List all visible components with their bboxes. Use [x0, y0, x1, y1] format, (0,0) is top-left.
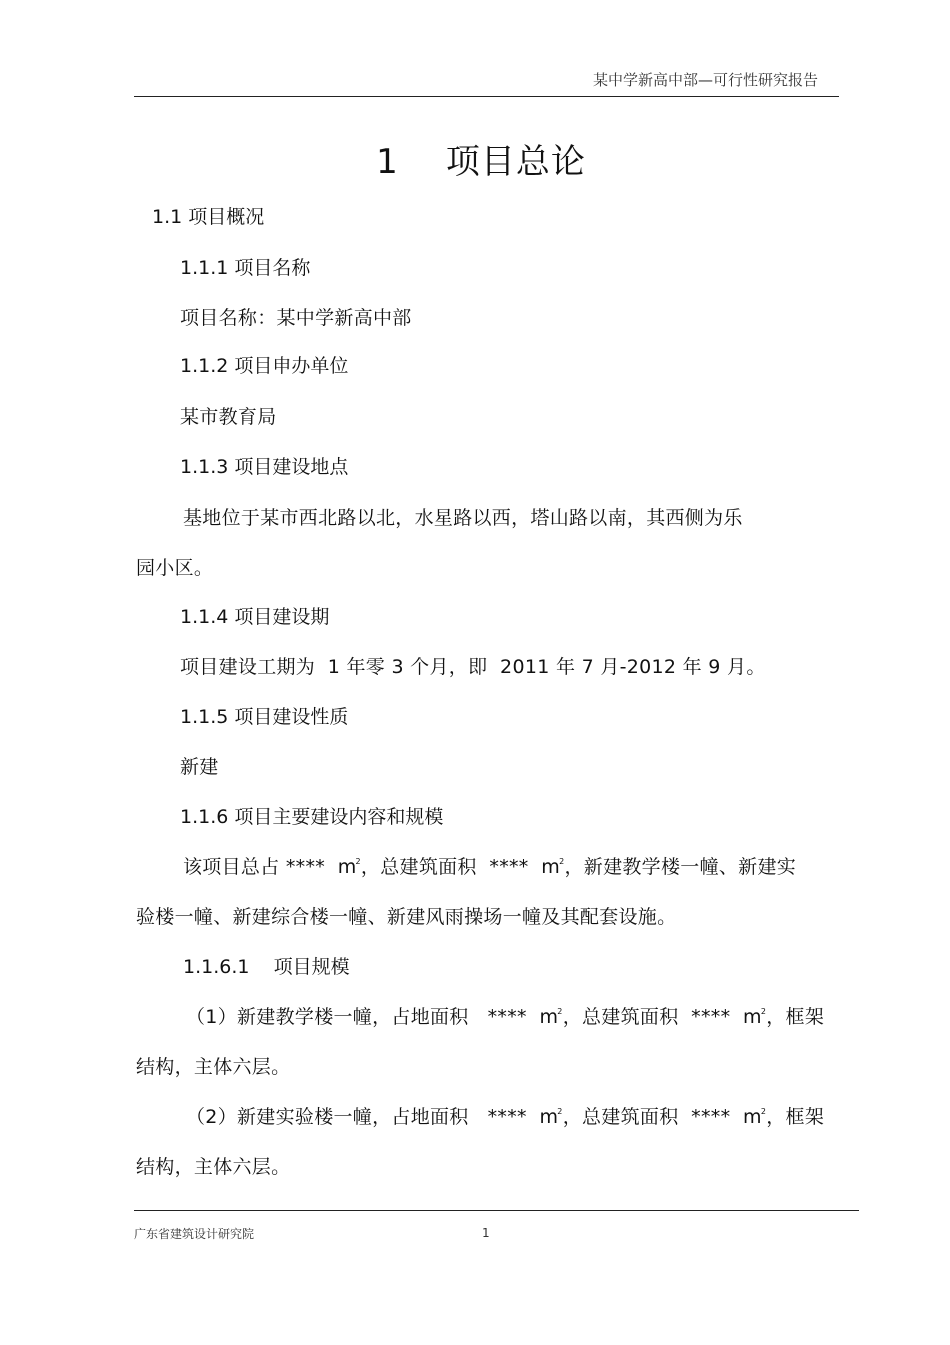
project-name-text: 项目名称：某中学新高中部	[180, 307, 412, 329]
scope-paragraph-line-2: 验楼一幢、新建综合楼一幢、新建风雨操场一幢及其配套设施。	[136, 906, 677, 928]
subsection-heading-1-1-6: 1.1.6 项目主要建设内容和规模	[180, 806, 444, 828]
scale-item-2-line-2: 结构，主体六层。	[136, 1156, 291, 1178]
site-location-line-2: 园小区。	[136, 557, 214, 579]
chapter-title: 1 项目总论	[376, 142, 586, 182]
scale-item-1-line-2: 结构，主体六层。	[136, 1056, 291, 1078]
scope-paragraph-line-1: 该项目总占 **** $m^2$，总建筑面积 **** $m^2$，新建教学楼一幢、新建实	[183, 856, 797, 878]
applicant-text: 某市教育局	[180, 406, 277, 428]
scale-item-1-line-1: （1）新建教学楼一幢，占地面积 **** $m^2$，总建筑面积 **** $m^2$，框架	[186, 1006, 825, 1028]
subsection-heading-1-1-6-1: 1.1.6.1 项目规模	[183, 956, 350, 978]
scale-item-2-line-1: （2）新建实验楼一幢，占地面积 **** $m^2$，总建筑面积 **** $m^2$，框架	[186, 1106, 825, 1128]
subsection-heading-1-1-3: 1.1.3 项目建设地点	[180, 456, 349, 478]
page-number: 1	[482, 1226, 490, 1240]
subsection-heading-1-1-4: 1.1.4 项目建设期	[180, 606, 330, 628]
subsection-heading-1-1-5: 1.1.5 项目建设性质	[180, 706, 349, 728]
subsection-heading-1-1-2: 1.1.2 项目申办单位	[180, 355, 349, 377]
footer-organization: 广东省建筑设计研究院	[134, 1227, 255, 1241]
footer-rule	[134, 1210, 859, 1211]
header-rule	[134, 96, 839, 97]
section-heading-1-1: 1.1 项目概况	[152, 206, 265, 228]
construction-period-text: 项目建设工期为 1 年零 3 个月，即 2011 年 7 月-2012 年 9 月。	[180, 656, 766, 678]
subsection-heading-1-1-1: 1.1.1 项目名称	[180, 257, 311, 279]
construction-nature-text: 新建	[180, 756, 219, 778]
site-location-line-1: 基地位于某市西北路以北，水星路以西，塔山路以南，其西侧为乐	[183, 507, 743, 529]
running-header: 某中学新高中部—可行性研究报告	[592, 71, 818, 89]
